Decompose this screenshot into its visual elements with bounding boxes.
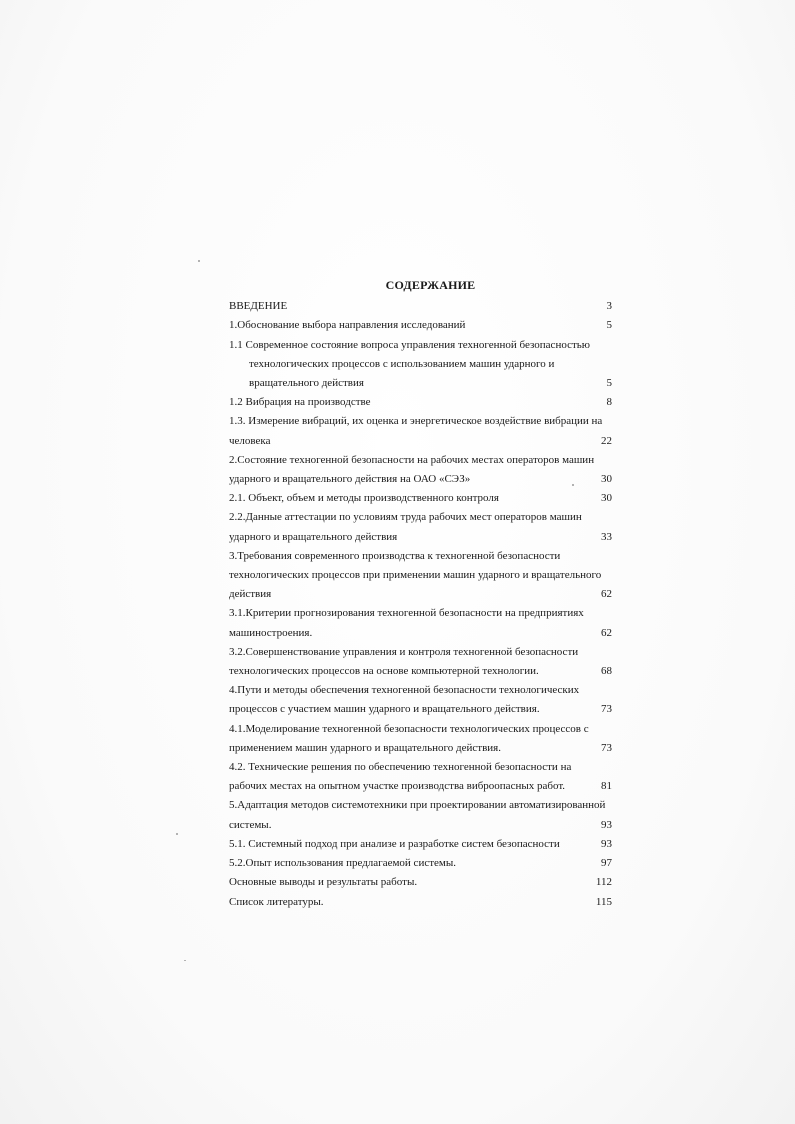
toc-entry-text: вращательного действия bbox=[249, 377, 364, 390]
toc-entry bbox=[229, 796, 612, 834]
toc-entry bbox=[229, 393, 612, 412]
toc-page-number: 112 bbox=[595, 876, 612, 889]
toc-page-number: 93 bbox=[601, 837, 612, 850]
toc-page-number: 5 bbox=[606, 377, 612, 390]
toc-entry-text: 3.2.Совершенствование управления и контроля техногенной безопасности bbox=[229, 645, 579, 658]
toc-entry-text: 5.Адаптация методов системотехники при проектировании автоматизированной bbox=[229, 799, 606, 812]
toc-page-number: 30 bbox=[601, 492, 612, 505]
toc-entry-text: рабочих местах на опытном участке производства виброопасных работ. bbox=[229, 780, 566, 793]
toc-page-number: 62 bbox=[601, 588, 612, 601]
toc-entry bbox=[229, 835, 612, 854]
toc-entry-text: ударного и вращательного действия bbox=[229, 530, 398, 543]
toc-entry-text: 5.1. Системный подход при анализе и разработке систем безопасности bbox=[229, 837, 560, 850]
toc-entry-text: 4.2. Технические решения по обеспечению техногенной безопасности на bbox=[229, 761, 572, 774]
toc-page-number: 5 bbox=[606, 319, 612, 332]
toc-entry-text: действия bbox=[229, 588, 272, 601]
toc-entry bbox=[229, 604, 612, 642]
toc-page-number: 62 bbox=[601, 626, 612, 639]
toc-entry-text: технологических процессов с использованием машин ударного и bbox=[249, 357, 555, 370]
toc-entry-text: 2.Состояние техногенной безопасности на рабочих местах операторов машин bbox=[229, 453, 595, 466]
toc-entry-text: 1.1 Современное состояние вопроса управления техногенной безопасностью bbox=[229, 338, 591, 351]
toc-entry-text: Основные выводы и результаты работы. bbox=[229, 876, 418, 889]
toc-page-number: 68 bbox=[601, 665, 612, 678]
toc-entry-text: 1.2 Вибрация на производстве bbox=[229, 396, 371, 409]
toc-entry bbox=[229, 412, 612, 450]
toc-entry bbox=[229, 893, 612, 912]
toc-entry-text: человека bbox=[229, 434, 271, 447]
toc-entry bbox=[229, 873, 612, 892]
toc-page-number: 30 bbox=[601, 473, 612, 486]
toc-entry-text: 5.2.Опыт использования предлагаемой системы. bbox=[229, 857, 456, 870]
toc-entries bbox=[229, 297, 612, 912]
toc-entry-text: 3.1.Критерии прогнозирования техногенной безопасности на предприятиях bbox=[229, 607, 584, 620]
toc-entry-text: ВВЕДЕНИЕ bbox=[229, 300, 288, 313]
toc-entry bbox=[229, 720, 612, 758]
toc-entry bbox=[229, 643, 612, 681]
toc-page-number: 93 bbox=[601, 818, 612, 831]
toc-entry bbox=[229, 547, 612, 605]
toc-page-number: 8 bbox=[606, 396, 612, 409]
toc-entry bbox=[229, 854, 612, 873]
toc-page-number: 97 bbox=[601, 857, 612, 870]
toc-page-number: 73 bbox=[601, 703, 612, 716]
toc-entry-text: процессов с участием машин ударного и вращательного действия. bbox=[229, 703, 540, 716]
toc-entry bbox=[229, 489, 612, 508]
table-of-contents bbox=[229, 276, 612, 912]
scan-speck bbox=[198, 260, 200, 262]
scan-speck bbox=[184, 960, 186, 961]
toc-entry bbox=[229, 508, 612, 546]
scan-speck bbox=[176, 833, 178, 835]
toc-entry-text: технологических процессов на основе компьютерной технологии. bbox=[229, 665, 539, 678]
toc-entry-text: 2.2.Данные аттестации по условиям труда рабочих мест операторов машин bbox=[229, 511, 582, 524]
toc-page-number: 22 bbox=[601, 434, 612, 447]
toc-entry-text: 3.Требования современного производства к техногенной безопасности bbox=[229, 549, 561, 562]
toc-entry bbox=[229, 758, 612, 796]
toc-entry-text: Список литературы. bbox=[229, 895, 324, 908]
toc-entry-text: применением машин ударного и вращательного действия. bbox=[229, 741, 501, 754]
toc-entry-text: системы. bbox=[229, 818, 272, 831]
toc-entry bbox=[229, 451, 612, 489]
toc-entry-text: 4.Пути и методы обеспечения техногенной безопасности технологических bbox=[229, 684, 580, 697]
toc-entry-text: технологических процессов при применении машин ударного и вращательного bbox=[229, 569, 602, 582]
toc-entry-text: 4.1.Моделирование техногенной безопасности технологических процессов с bbox=[229, 722, 589, 735]
toc-entry bbox=[229, 297, 612, 316]
toc-entry bbox=[229, 336, 612, 394]
toc-entry bbox=[229, 681, 612, 719]
toc-entry-text: ударного и вращательного действия на ОАО «СЭЗ» bbox=[229, 473, 471, 486]
toc-entry-text: машиностроения. bbox=[229, 626, 313, 639]
toc-entry bbox=[229, 316, 612, 335]
toc-page-number: 3 bbox=[606, 300, 612, 313]
toc-page-number: 73 bbox=[601, 741, 612, 754]
toc-entry-text: 1.3. Измерение вибраций, их оценка и энергетическое воздействие вибрации на bbox=[229, 415, 603, 428]
toc-entry-text: 1.Обоснование выбора направления исследований bbox=[229, 319, 466, 332]
toc-page-number: 115 bbox=[595, 895, 612, 908]
toc-entry-text: 2.1. Объект, объем и методы производственного контроля bbox=[229, 492, 499, 505]
toc-page-number: 81 bbox=[601, 780, 612, 793]
toc-title: СОДЕРЖАНИЕ bbox=[385, 278, 476, 292]
toc-page-number: 33 bbox=[601, 530, 612, 543]
